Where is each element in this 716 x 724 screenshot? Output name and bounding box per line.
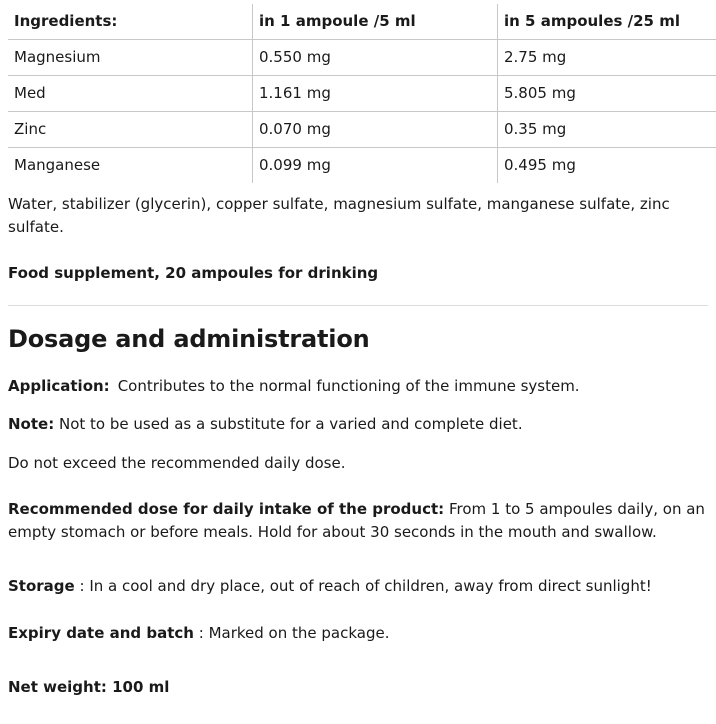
- table-row: [8, 76, 716, 112]
- recommended-dose-label: Recommended dose for daily intake of the product:: [8, 500, 445, 519]
- spacer: [8, 644, 708, 666]
- spacer: [8, 359, 708, 365]
- net-weight: Net weight: 100 ml: [8, 678, 170, 697]
- table-row: [8, 40, 716, 76]
- table-header-per-ampoule: in 1 ampoule /5 ml: [253, 4, 498, 40]
- storage-text: : In a cool and dry place, out of reach of children, away from direct sunlight!: [79, 577, 652, 596]
- section-divider: [8, 305, 708, 306]
- ingredient-amount-single: 0.099 mg: [253, 148, 498, 184]
- storage-paragraph: [8, 575, 708, 598]
- spacer: [8, 436, 708, 442]
- ingredients-table-body: [8, 4, 716, 183]
- ingredient-amount-five: 0.35 mg: [498, 112, 716, 148]
- table-row: [8, 148, 716, 184]
- application-text: Contributes to the normal functioning of the immune system.: [117, 376, 580, 395]
- ingredient-amount-single: 0.550 mg: [253, 40, 498, 76]
- ingredient-name: Manganese: [8, 148, 253, 184]
- ingredients-table: [8, 4, 716, 183]
- ingredient-amount-five: 2.75 mg: [498, 40, 716, 76]
- expiry-paragraph: [8, 622, 708, 645]
- ingredient-amount-single: 0.070 mg: [253, 112, 498, 148]
- ingredient-amount-single: 1.161 mg: [253, 76, 498, 112]
- spacer: [8, 474, 708, 488]
- spacer: [8, 543, 708, 565]
- note-paragraph: [8, 413, 708, 436]
- recommended-dose-paragraph: [8, 498, 708, 543]
- ingredient-name: Zinc: [8, 112, 253, 148]
- note-text: Not to be used as a substitute for a varied and complete diet.: [58, 415, 523, 434]
- note-label: Note:: [8, 415, 55, 434]
- recommended-dose-text: From 1 to 5 ampoules daily, on an empty stomach or before meals. Hold for about 30 seconds in the mouth and swallow.: [8, 500, 705, 541]
- warning-text: Do not exceed the recommended daily dose.: [8, 453, 346, 472]
- application-label: Application:: [8, 376, 110, 395]
- spacer: [8, 397, 708, 403]
- table-header-ingredients: Ingredients:: [8, 4, 253, 40]
- ingredient-name: Magnesium: [8, 40, 253, 76]
- table-header-row: [8, 4, 716, 40]
- table-row: [8, 112, 716, 148]
- page-title: Dosage and administration: [8, 324, 370, 353]
- ingredient-amount-five: 5.805 mg: [498, 76, 716, 112]
- table-header-per-five-ampoules: in 5 ampoules /25 ml: [498, 4, 716, 40]
- ingredient-amount-five: 0.495 mg: [498, 148, 716, 184]
- storage-label: Storage: [8, 577, 75, 596]
- ingredient-name: Med: [8, 76, 253, 112]
- spacer: [8, 598, 708, 612]
- expiry-label: Expiry date and batch: [8, 623, 194, 642]
- composition-text: Water, stabilizer (glycerin), copper sulfate, magnesium sulfate, manganese sulfate, zinc sulfate.: [8, 195, 670, 236]
- supplement-line: Food supplement, 20 ampoules for drinking: [8, 264, 379, 282]
- spacer: [8, 238, 708, 252]
- application-paragraph: [8, 375, 708, 398]
- expiry-text: : Marked on the package.: [198, 623, 390, 642]
